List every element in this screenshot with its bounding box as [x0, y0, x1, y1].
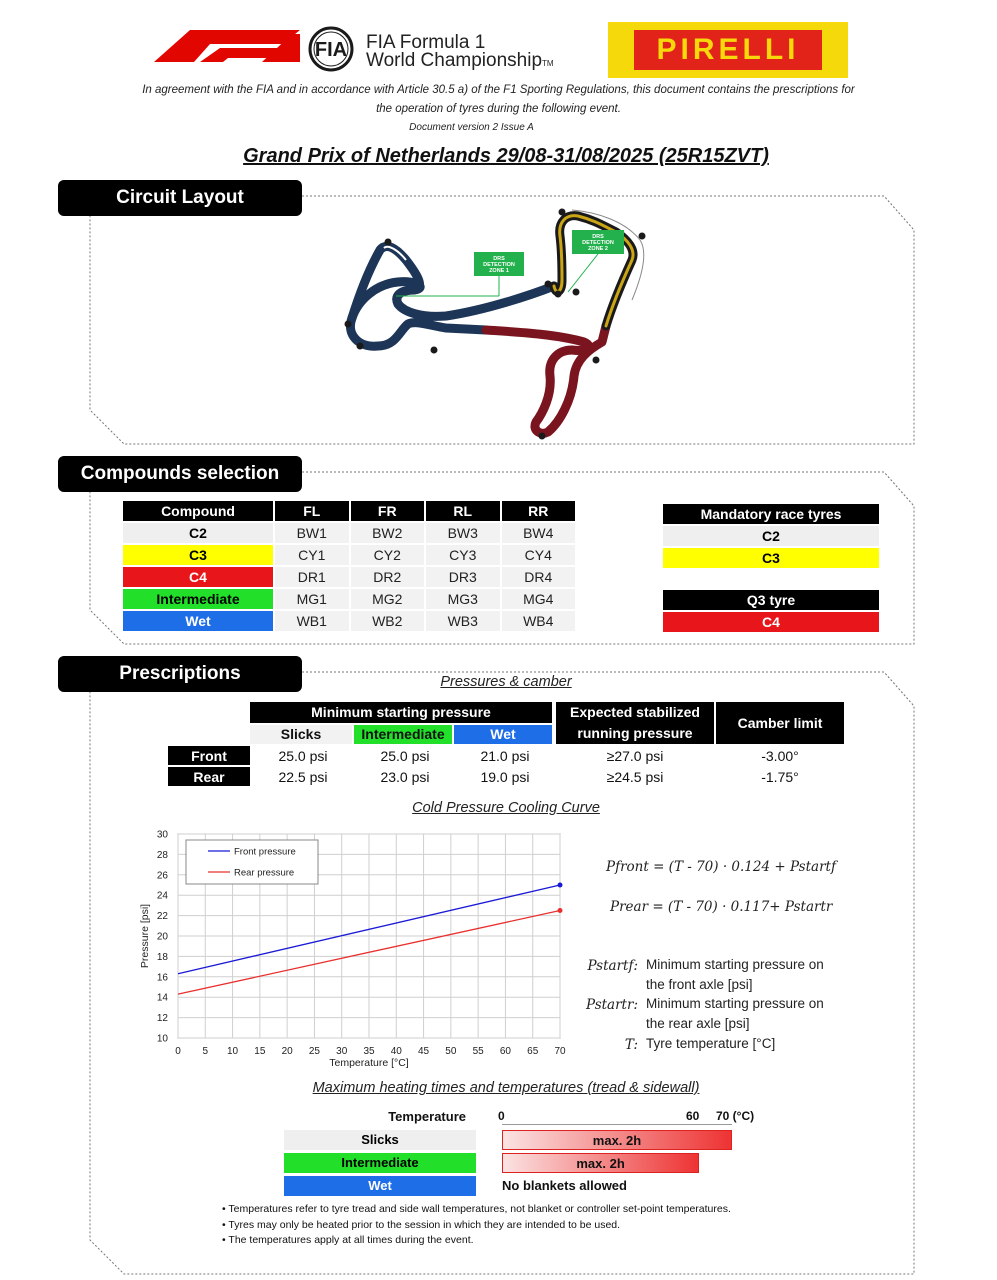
intro-line-2: the operation of tyres during the following event.	[376, 103, 621, 115]
expected-pressure-header	[556, 702, 714, 744]
compound-row	[123, 523, 575, 543]
series-endpoint	[558, 883, 563, 888]
code-cell: WB1	[275, 611, 349, 631]
formula-front: Pfront = (T - 70) · 0.124 + Pstartf	[606, 859, 836, 875]
x-tick-label: 40	[390, 1046, 402, 1057]
drs-zone-1-line-1: DRS	[493, 256, 505, 262]
col-compound: Compound	[123, 501, 273, 521]
cooling-curve-chart	[128, 824, 588, 1076]
legend-label: Front pressure	[234, 846, 296, 858]
def-symbol-t: T:	[624, 1037, 638, 1053]
x-tick-label: 50	[445, 1046, 457, 1057]
circuit-sector-2	[486, 326, 606, 433]
front-intermediate: 25.0 psi	[380, 747, 430, 764]
col-rl: RL	[426, 501, 500, 521]
mandatory-race-tyres	[663, 504, 879, 568]
prescriptions-tab: Prescriptions	[58, 656, 302, 692]
heating-row-intermediate: Intermediate	[284, 1153, 476, 1173]
compound-table-header	[123, 501, 575, 521]
fia-line-2: World ChampionshipTM	[366, 50, 554, 71]
code-cell: WB2	[351, 611, 425, 631]
col-rr: RR	[502, 501, 576, 521]
y-tick-label: 18	[156, 951, 168, 963]
mandatory-title: Mandatory race tyres	[663, 504, 879, 524]
document-version: Document version 2 Issue A	[409, 122, 534, 133]
compound-row	[123, 545, 575, 565]
sub-header-wet: Wet	[454, 725, 552, 744]
series-endpoint	[558, 908, 563, 913]
notes	[222, 1202, 767, 1249]
note-2: • Tyres may only be heated prior to the session in which they are intended to be used.	[222, 1218, 621, 1231]
compound-name: Intermediate	[123, 589, 273, 609]
pirelli-logo	[608, 22, 848, 78]
heating-no-blankets: No blankets allowed	[502, 1178, 627, 1193]
intro-line-1: In agreement with the FIA and in accordance with Article 30.5 a) of the F1 Sporting Regulations, this document contains the prescriptions for	[142, 84, 855, 96]
x-tick-label: 10	[227, 1046, 239, 1057]
expected-header-line-2: running pressure	[577, 725, 693, 741]
y-tick-label: 16	[156, 972, 168, 984]
fia-line-1: FIA Formula 1	[366, 32, 486, 53]
compound-name: C4	[123, 567, 273, 587]
y-tick-label: 26	[156, 870, 168, 882]
code-cell: WB3	[426, 611, 500, 631]
y-axis-label: Pressure [psi]	[139, 903, 151, 969]
front-wet: 21.0 psi	[480, 747, 530, 764]
sub-header-slicks: Slicks	[250, 725, 352, 744]
y-tick-label: 10	[156, 1033, 168, 1045]
heating-bar-slicks: max. 2h	[502, 1130, 732, 1150]
code-cell: DR2	[351, 567, 425, 587]
pressure-table	[166, 744, 846, 788]
heating-title: Maximum heating times and temperatures (tread & sidewall)	[312, 1080, 700, 1096]
heating-scale-60: 60	[686, 1109, 700, 1123]
fia-championship-text	[366, 34, 554, 73]
code-cell: MG4	[502, 589, 576, 609]
note-1: • Temperatures refer to tyre tread and side wall temperatures, not blanket or controller set-point temperatures.	[222, 1203, 731, 1215]
drs-zone-2-line-3: ZONE 2	[588, 246, 608, 252]
compound-name: C3	[123, 545, 273, 565]
x-tick-label: 25	[308, 1046, 320, 1057]
compound-row	[123, 567, 575, 587]
y-tick-label: 14	[156, 992, 168, 1004]
front-camber: -3.00°	[761, 747, 799, 764]
code-cell: BW1	[275, 523, 349, 543]
circuit-layout-tab: Circuit Layout	[58, 180, 302, 216]
x-tick-label: 5	[202, 1046, 209, 1057]
x-tick-label: 30	[336, 1046, 348, 1057]
drs-zone-2-line-1: DRS	[592, 234, 604, 240]
col-fl: FL	[275, 501, 349, 521]
camber-limit-header: Camber limit	[716, 702, 844, 744]
pressure-row-rear	[168, 767, 844, 786]
def-symbol-pstartr: Pstartr:	[585, 997, 638, 1013]
event-title: Grand Prix of Netherlands 29/08-31/08/2025 (25R15ZVT)	[243, 145, 769, 167]
def-symbol-pstartf: Pstartf:	[587, 958, 638, 974]
rear-camber: -1.75°	[761, 768, 799, 785]
formula-rear: Prear = (T - 70) · 0.117+ Pstartr	[610, 899, 833, 915]
trademark-mark: TM	[542, 59, 554, 68]
rear-intermediate: 23.0 psi	[380, 768, 430, 785]
def-pstartr-line-1: Minimum starting pressure on	[646, 996, 824, 1011]
mandatory-row: C2	[663, 526, 879, 546]
row-label-rear: Rear	[168, 767, 250, 786]
x-axis-label: Temperature [°C]	[329, 1057, 409, 1069]
pressures-camber-title: Pressures & camber	[440, 674, 572, 690]
row-label-front: Front	[168, 746, 250, 765]
compound-row	[123, 589, 575, 609]
code-cell: MG1	[275, 589, 349, 609]
drs-zone-1-line-2: DETECTION	[483, 262, 515, 268]
pressure-row-front	[168, 746, 844, 765]
heating-scale-0: 0	[498, 1109, 505, 1123]
y-tick-label: 24	[156, 890, 168, 902]
code-cell: BW2	[351, 523, 425, 543]
mandatory-row: C3	[663, 548, 879, 568]
heating-row-wet: Wet	[284, 1176, 476, 1196]
code-cell: BW4	[502, 523, 576, 543]
x-tick-label: 45	[418, 1046, 430, 1057]
rear-expected: ≥24.5 psi	[606, 768, 664, 785]
code-cell: BW3	[426, 523, 500, 543]
x-tick-label: 20	[281, 1046, 293, 1057]
compound-name: C2	[123, 523, 273, 543]
code-cell: MG2	[351, 589, 425, 609]
code-cell: DR1	[275, 567, 349, 587]
x-tick-label: 15	[254, 1046, 266, 1057]
y-tick-label: 30	[156, 829, 168, 841]
svg-text:FIA: FIA	[314, 39, 348, 61]
code-cell: MG3	[426, 589, 500, 609]
y-tick-label: 28	[156, 849, 168, 861]
sub-header-intermediate: Intermediate	[354, 725, 452, 744]
code-cell: DR3	[426, 567, 500, 587]
rear-wet: 19.0 psi	[480, 768, 530, 785]
def-t-line-1: Tyre temperature [°C]	[646, 1036, 776, 1051]
heating-scale-axis	[502, 1124, 732, 1125]
min-pressure-header: Minimum starting pressure	[250, 702, 552, 723]
drs-zone-1-line-3: ZONE 1	[489, 268, 509, 274]
heating-scale-70: 70 (°C)	[716, 1109, 755, 1123]
code-cell: CY1	[275, 545, 349, 565]
heating-temperature-header: Temperature	[388, 1109, 466, 1124]
y-tick-label: 20	[156, 931, 168, 943]
rear-slicks: 22.5 psi	[278, 768, 328, 785]
compound-name: Wet	[123, 611, 273, 631]
code-cell: CY2	[351, 545, 425, 565]
x-tick-label: 65	[527, 1046, 539, 1057]
compound-row	[123, 611, 575, 631]
front-expected: ≥27.0 psi	[606, 747, 664, 764]
def-pstartr-line-2: the rear axle [psi]	[646, 1016, 750, 1031]
code-cell: CY3	[426, 545, 500, 565]
code-cell: CY4	[502, 545, 576, 565]
expected-header-line-1: Expected stabilized	[570, 704, 700, 720]
code-cell: WB4	[502, 611, 576, 631]
def-pstartf-line-2: the front axle [psi]	[646, 977, 753, 992]
q3-tyre	[663, 590, 879, 632]
q3-row: C4	[663, 612, 879, 632]
x-tick-label: 60	[499, 1046, 511, 1057]
y-tick-label: 22	[156, 911, 168, 923]
x-tick-label: 35	[363, 1046, 375, 1057]
fia-logo-icon	[300, 26, 362, 72]
def-pstartf-line-1: Minimum starting pressure on	[646, 957, 824, 972]
drs-zone-2-line-2: DETECTION	[582, 240, 614, 246]
q3-title: Q3 tyre	[663, 590, 879, 610]
pirelli-wordmark: PIRELLI	[634, 30, 822, 70]
code-cell: DR4	[502, 567, 576, 587]
x-tick-label: 55	[472, 1046, 484, 1057]
x-tick-label: 70	[554, 1046, 566, 1057]
heating-bar-intermediate: max. 2h	[502, 1153, 699, 1173]
heating-row-slicks: Slicks	[284, 1130, 476, 1150]
cooling-curve-title: Cold Pressure Cooling Curve	[412, 800, 600, 816]
note-3: • The temperatures apply at all times during the event.	[222, 1234, 474, 1246]
compounds-selection-tab: Compounds selection	[58, 456, 302, 492]
x-tick-label: 0	[175, 1046, 181, 1057]
circuit-map	[336, 200, 666, 445]
f1-logo-icon	[150, 24, 300, 64]
legend-label: Rear pressure	[234, 867, 295, 879]
compound-table	[121, 499, 577, 633]
col-fr: FR	[351, 501, 425, 521]
y-tick-label: 12	[156, 1013, 168, 1025]
front-slicks: 25.0 psi	[278, 747, 328, 764]
